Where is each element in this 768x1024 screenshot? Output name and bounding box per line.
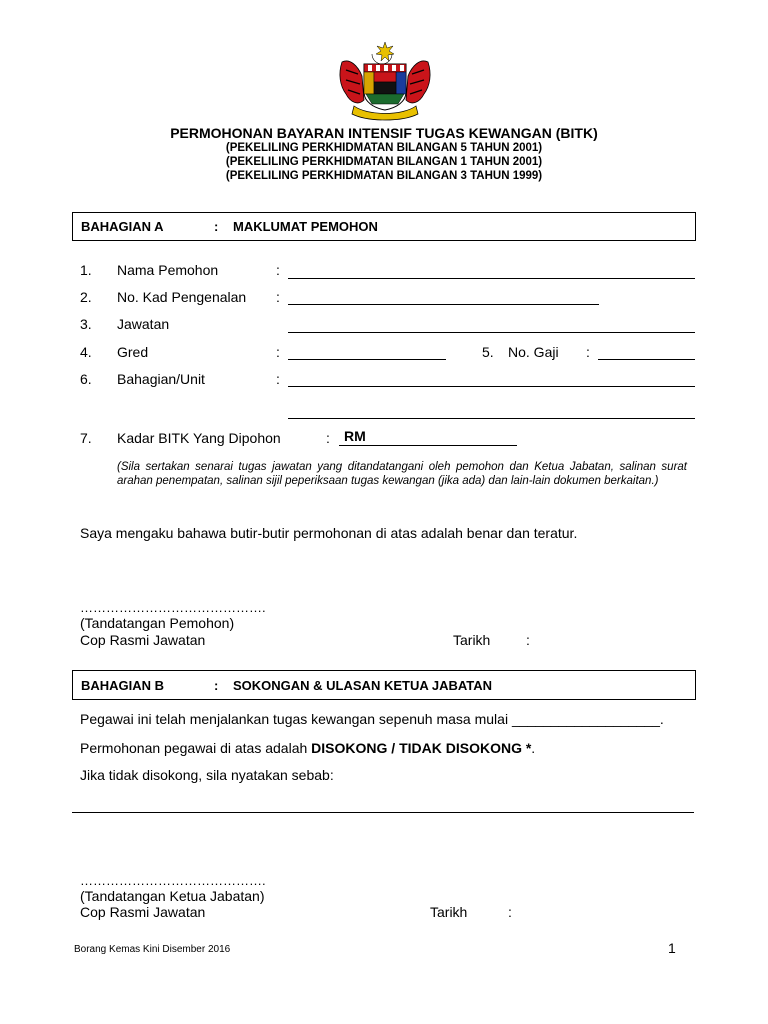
sebab-prompt: Jika tidak disokong, sila nyatakan sebab: bbox=[80, 767, 334, 783]
signature-line[interactable]: ……………………………………. bbox=[80, 873, 266, 888]
section-label: BAHAGIAN A bbox=[81, 219, 164, 234]
coat-of-arms-logo bbox=[332, 40, 438, 122]
sokongan-options: DISOKONG / TIDAK DISOKONG * bbox=[311, 740, 532, 756]
section-title: SOKONGAN & ULASAN KETUA JABATAN bbox=[233, 678, 493, 693]
signature-label: (Tandatangan Ketua Jabatan) bbox=[80, 888, 265, 904]
nama-pemohon-input-line[interactable] bbox=[288, 278, 695, 279]
sokongan-prefix: Permohonan pegawai di atas adalah bbox=[80, 740, 312, 756]
field-label-nama: Nama Pemohon bbox=[117, 262, 219, 278]
field-number: 3. bbox=[80, 316, 92, 332]
currency-prefix: RM bbox=[344, 428, 366, 444]
signature-line[interactable]: ……………………………………. bbox=[80, 600, 266, 615]
page-number: 1 bbox=[668, 940, 676, 956]
field-number: 7. bbox=[80, 430, 92, 446]
field-colon: : bbox=[276, 344, 280, 360]
bahagian-unit-input-line-2[interactable] bbox=[288, 418, 695, 419]
tarikh-colon: : bbox=[526, 632, 530, 648]
tarikh-label: Tarikh bbox=[430, 904, 468, 920]
tarikh-colon: : bbox=[508, 904, 512, 920]
cop-rasmi-label: Cop Rasmi Jawatan bbox=[80, 632, 206, 648]
gred-input-line[interactable] bbox=[288, 359, 446, 360]
sokongan-suffix: . bbox=[531, 740, 536, 756]
kadar-bitk-input-line[interactable] bbox=[339, 445, 517, 446]
form-subtitle: (PEKELILING PERKHIDMATAN BILANGAN 3 TAHUN 1999) bbox=[225, 170, 543, 182]
section-title: MAKLUMAT PEMOHON bbox=[233, 219, 378, 234]
footer-text: Borang Kemas Kini Disember 2016 bbox=[74, 944, 231, 955]
form-title: PERMOHONAN BAYARAN INTENSIF TUGAS KEWANGAN (BITK) bbox=[170, 125, 598, 141]
field-number: 2. bbox=[80, 289, 92, 305]
field-colon: : bbox=[276, 289, 280, 305]
attachment-note: (Sila sertakan senarai tugas jawatan yang ditandatangani oleh pemohon dan Ketua Jabatan, salinan surat arahan penempatan, salinan sijil peperiksaan tugas kewangan (jika ada) dan lain-lain dokumen berkaitan.) bbox=[117, 461, 687, 487]
field-number: 1. bbox=[80, 262, 92, 278]
sokongan-text bbox=[80, 740, 535, 756]
cop-rasmi-label: Cop Rasmi Jawatan bbox=[80, 904, 206, 920]
section-b-header bbox=[72, 670, 696, 700]
section-label: BAHAGIAN B bbox=[81, 678, 165, 693]
field-number: 5. bbox=[482, 344, 494, 360]
field-colon: : bbox=[276, 262, 280, 278]
section-colon: : bbox=[214, 678, 219, 693]
section-colon: : bbox=[214, 219, 219, 234]
field-label-bahagian: Bahagian/Unit bbox=[117, 371, 205, 387]
field-number: 6. bbox=[80, 371, 92, 387]
field-label-ic: No. Kad Pengenalan bbox=[117, 289, 247, 305]
signature-label: (Tandatangan Pemohon) bbox=[80, 615, 235, 631]
field-number: 4. bbox=[80, 344, 92, 360]
kad-pengenalan-input-line[interactable] bbox=[288, 304, 599, 305]
form-subtitle: (PEKELILING PERKHIDMATAN BILANGAN 5 TAHUN 2001) bbox=[225, 142, 543, 154]
section-a-header bbox=[72, 212, 696, 241]
no-gaji-input-line[interactable] bbox=[598, 359, 695, 360]
declaration-text: Saya mengaku bahawa butir-butir permohonan di atas adalah benar dan teratur. bbox=[80, 525, 578, 541]
bahagian-unit-input-line[interactable] bbox=[288, 386, 695, 387]
field-label-kadar: Kadar BITK Yang Dipohon bbox=[117, 430, 281, 446]
sebab-input-line[interactable] bbox=[72, 812, 694, 813]
field-colon: : bbox=[276, 371, 280, 387]
field-colon: : bbox=[586, 344, 590, 360]
field-label-gaji: No. Gaji bbox=[508, 344, 559, 360]
field-label-jawatan: Jawatan bbox=[117, 316, 170, 332]
form-subtitle: (PEKELILING PERKHIDMATAN BILANGAN 1 TAHUN 2001) bbox=[225, 156, 543, 168]
field-label-gred: Gred bbox=[117, 344, 149, 360]
tarikh-label: Tarikh bbox=[453, 632, 491, 648]
tugas-mulai-text: Pegawai ini telah menjalankan tugas kewangan sepenuh masa mulai ___________________. bbox=[80, 711, 664, 727]
jawatan-input-line[interactable] bbox=[288, 332, 695, 333]
field-colon: : bbox=[326, 430, 330, 446]
